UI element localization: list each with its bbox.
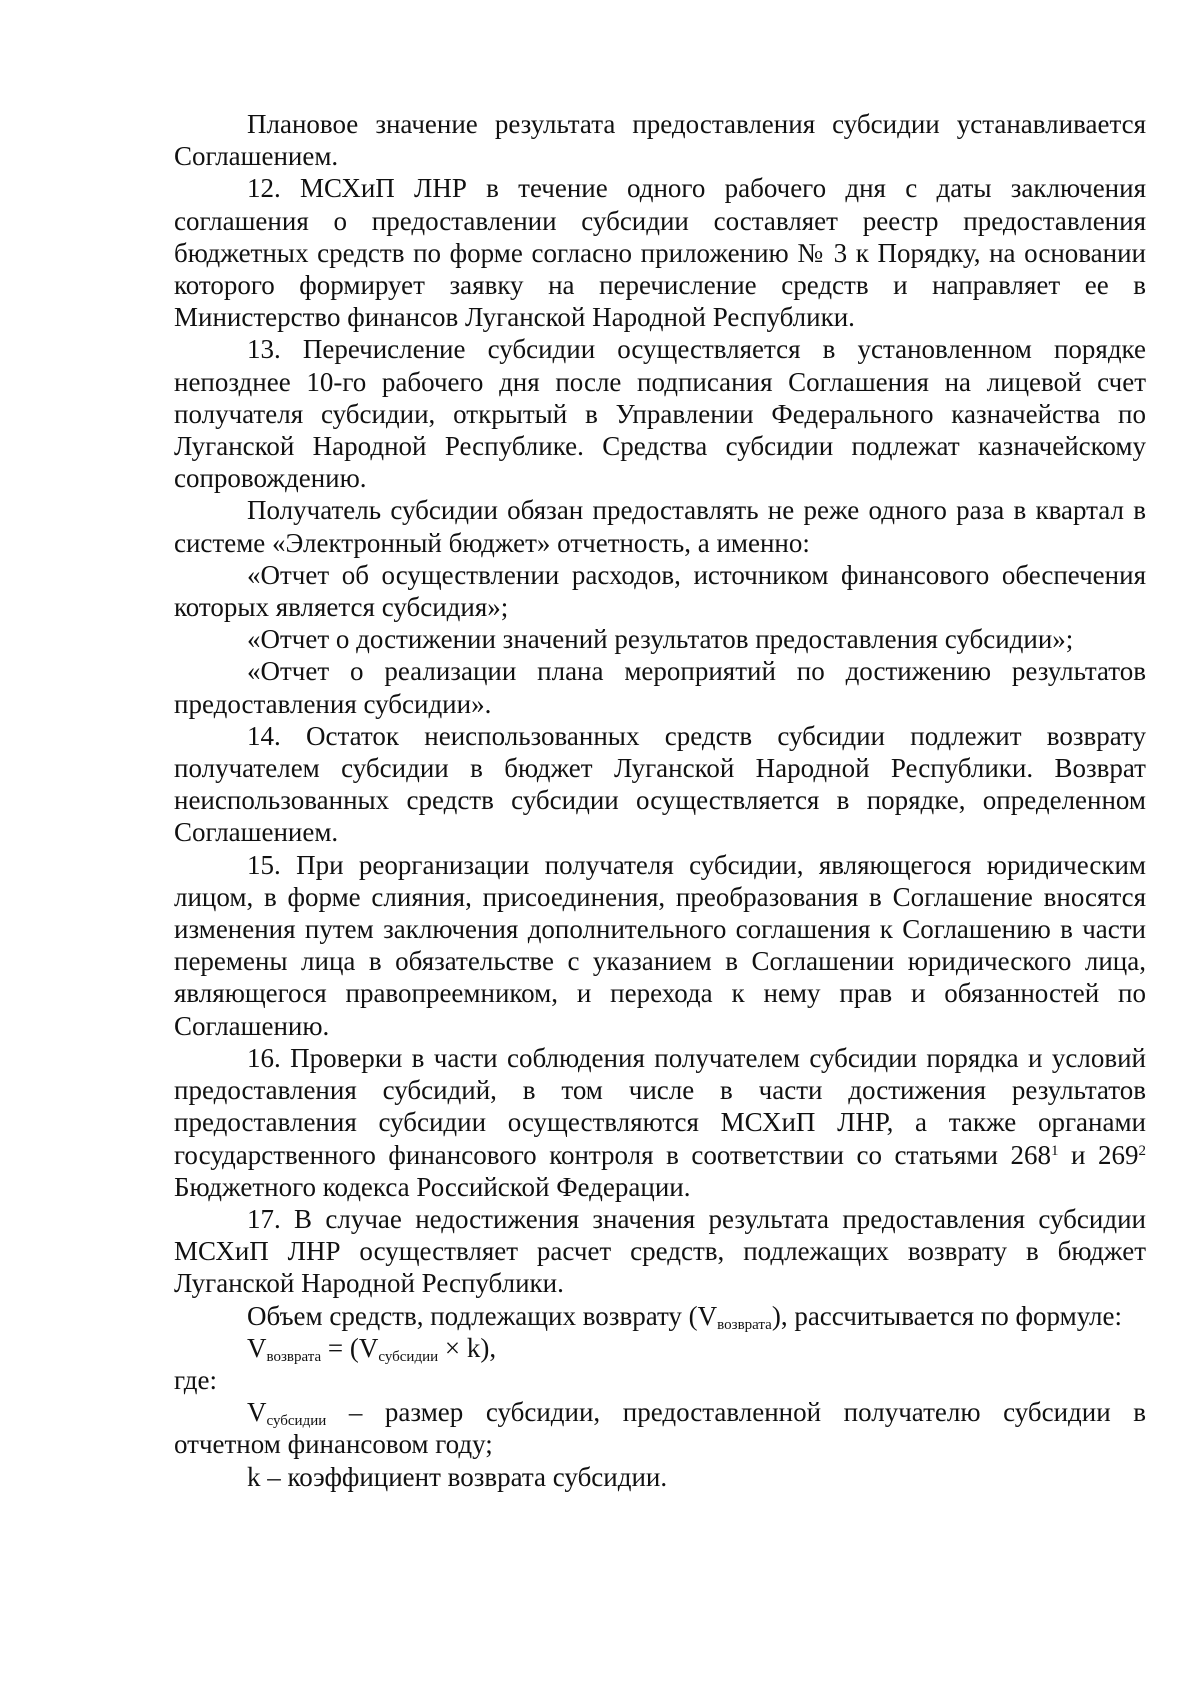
paragraph-report-results: «Отчет о достижении значений результатов предоставления субсидии»; [247,624,1074,655]
paragraph-planned-value: Плановое значение результата предоставления субсидии устанавливается Соглашением. [174,109,1146,172]
superscript-2: 2 [1138,1142,1146,1159]
formula-equals: = (V [321,1332,379,1363]
formula-sub-subsidy: субсидии [378,1348,439,1365]
document-page [174,108,1146,1493]
formula-rest: × k), [438,1332,497,1363]
paragraph-reporting-obligation: Получатель субсидии обязан предоставлять не реже одного раза в квартал в системе «Электронный бюджет» отчетность, а именно: [174,495,1146,558]
subscript-return: возврата [717,1316,772,1333]
paragraph-item-16 [174,1042,1146,1203]
formula-v: V [247,1332,267,1363]
definition-text: – размер субсидии, предоставленной получателю субсидии в отчетном финансовом году; [174,1397,1146,1460]
paragraph-item-14: 14. Остаток неиспользованных средств субсидии подлежит возврату получателем субсидии в бюджет Луганской Народной Республики. Возврат неиспользованных средств субсидии осуществляется в порядке, определенном Соглашением. [174,720,1146,848]
paragraph-item-17: 17. В случае недостижения значения результата предоставления субсидии МСХиП ЛНР осуществляет расчет средств, подлежащих возврату в бюджет Луганской Народной Республики. [174,1203,1146,1299]
paragraph-return-volume [174,1300,1146,1332]
item-16-text-1: 16. Проверки в части соблюдения получателем субсидии порядка и условий предоставления субсидий, в том числе в части достижения результатов предоставления субсидии осуществляются МСХиП ЛНР, а также органами государственного финансового контроля в соответствии со статьями 268 [174,1042,1146,1170]
paragraph-definition-v-subsidy [174,1396,1146,1460]
paragraph-where: где: [174,1364,217,1395]
formula-sub-return: возврата [266,1348,322,1365]
return-volume-text-1: Объем средств, подлежащих возврату (V [247,1300,718,1331]
item-16-text-2: и 269 [1058,1139,1139,1170]
definition-sub-subsidy: субсидии [266,1413,327,1430]
paragraph-report-plan: «Отчет о реализации плана мероприятий по достижению результатов предоставления субсидии». [174,656,1146,719]
paragraph-item-13: 13. Перечисление субсидии осуществляется в установленном порядке непозднее 10-го рабочего дня после подписания Соглашения на лицевой счет получателя субсидии, открытый в Управлении Федерального казначейства по Луганской Народной Республике. Средства субсидии подлежат казначейскому сопровождению. [174,334,1146,494]
return-volume-text-2: ), рассчитывается по формуле: [771,1300,1122,1331]
paragraph-report-expenses: «Отчет об осуществлении расходов, источником финансового обеспечения которых является субсидия»; [174,559,1146,623]
item-16-text-3: Бюджетного кодекса Российской Федерации. [174,1171,691,1202]
paragraph-item-12: 12. МСХиП ЛНР в течение одного рабочего дня с даты заключения соглашения о предоставлении субсидии составляет реестр предоставления бюджетных средств по форме согласно приложению № 3 к Порядку, на основании которого формирует заявку на перечисление средств и направляет ее в Министерство финансов Луганской Народной Республики. [174,173,1146,333]
superscript-1: 1 [1050,1142,1059,1159]
paragraph-item-15: 15. При реорганизации получателя субсидии, являющегося юридическим лицом, в форме слияния, присоединения, преобразования в Соглашение вносятся изменения путем заключения дополнительного соглашения к Соглашению в части перемены лица в обязательстве с указанием в Соглашении юридического лица, являющегося правопреемником, и перехода к нему прав и обязанностей по Соглашению. [174,849,1146,1041]
return-formula [174,1332,1146,1364]
paragraph-definition-k: k – коэффициент возврата субсидии. [247,1461,668,1492]
definition-v: V [247,1397,267,1428]
